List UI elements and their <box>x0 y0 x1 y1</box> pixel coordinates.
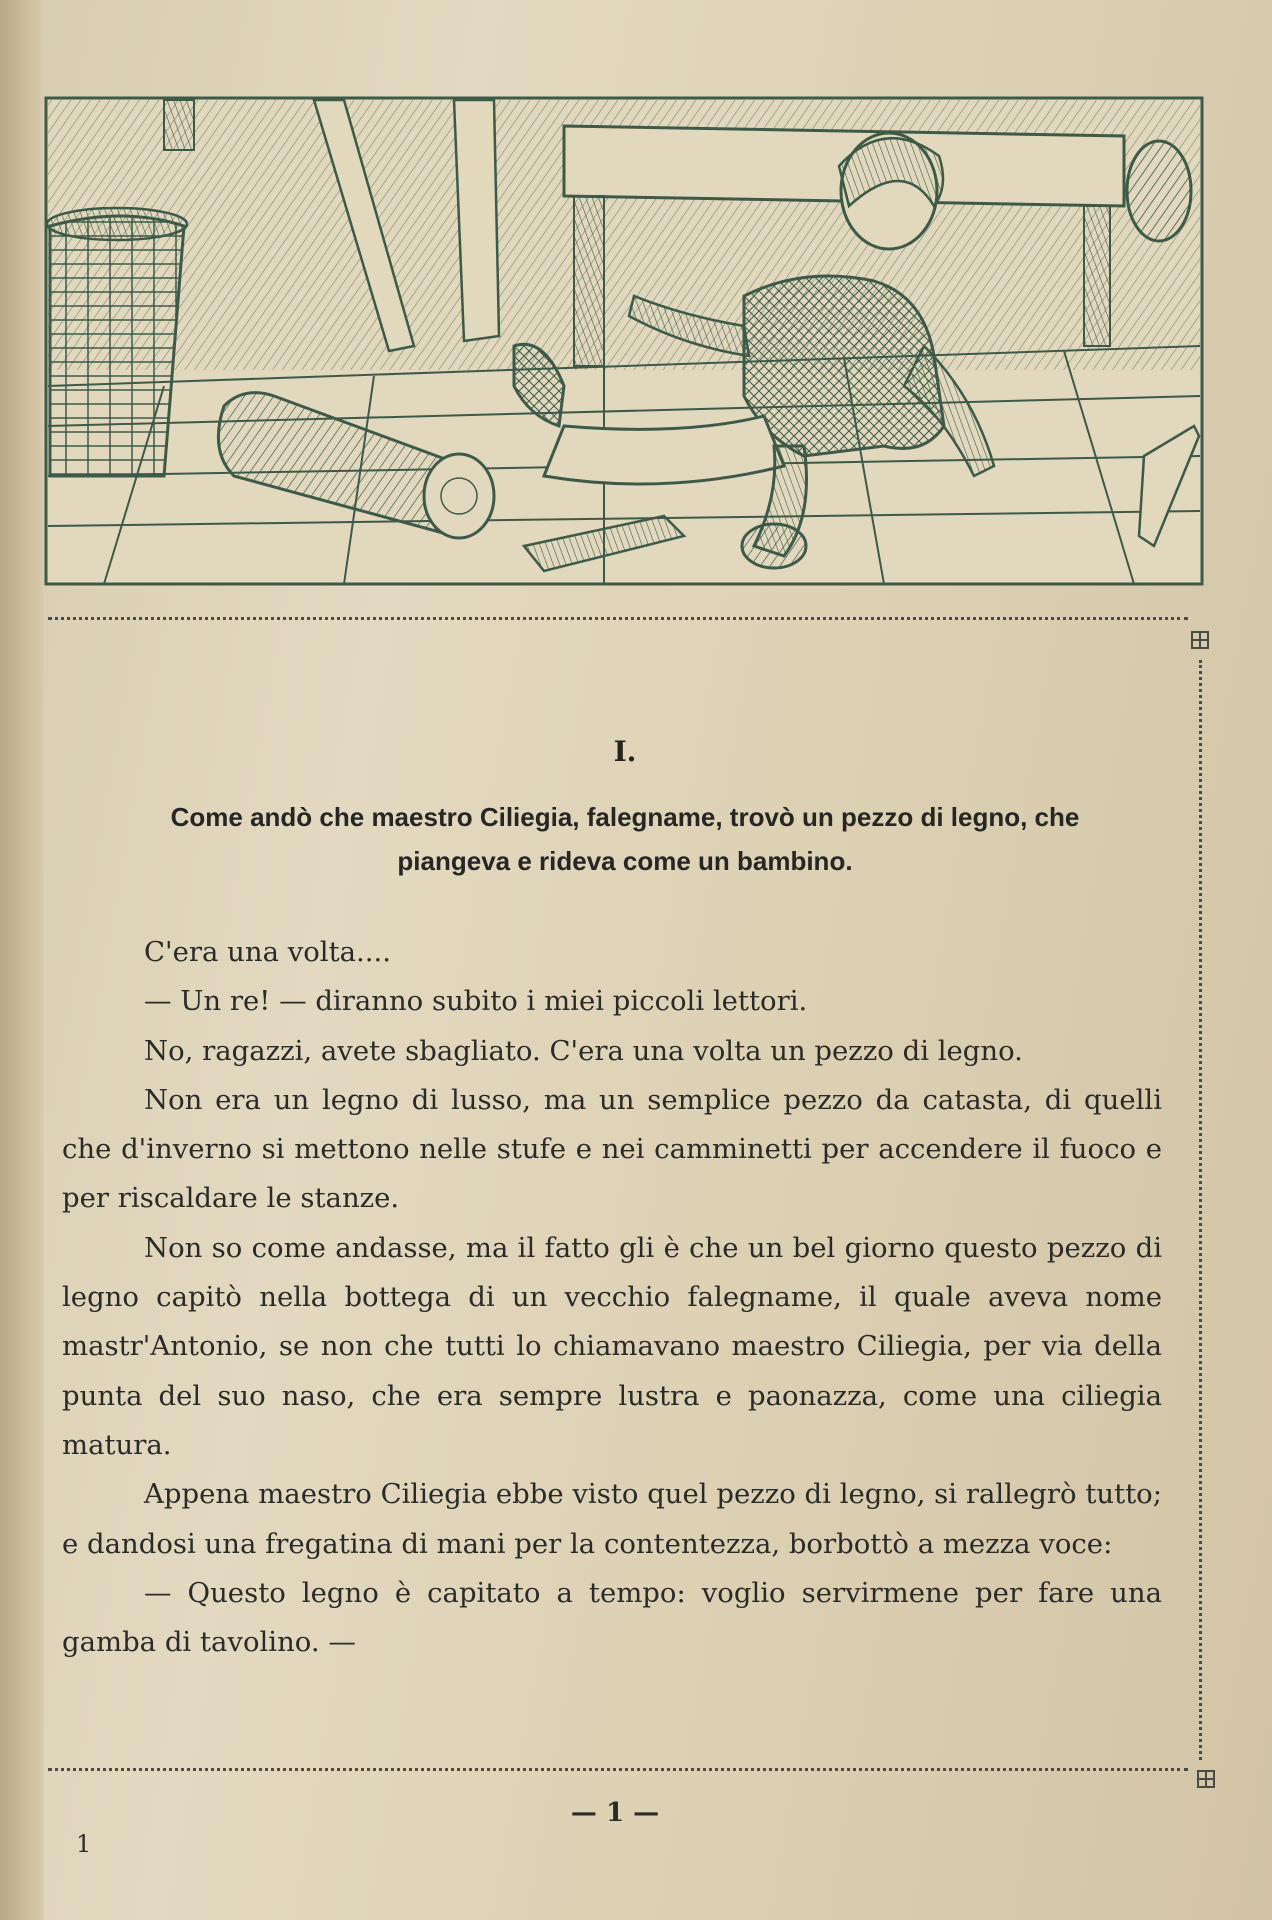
chapter-body <box>62 928 1162 1667</box>
page-number: — 1 — <box>570 1798 660 1828</box>
paragraph: Non so come andasse, ma il fatto gli è che un bel giorno questo pezzo di legno capitò nella bottega di un vecchio falegname, il quale aveva nome mastr'Antonio, se non che tutti lo chiamavano maestro Ciliegia, per via della punta del suo naso, che era sempre lustra e paonazza, come una ciliegia matura. <box>62 1231 1162 1461</box>
paragraph: Non era un legno di lusso, ma un semplice pezzo da catasta, di quelli che d'inverno si mettono nelle stufe e nei camminetti per accendere il fuoco e per riscaldare le stanze. <box>62 1083 1162 1215</box>
carpenter-fallen-illustration-icon <box>44 96 1204 586</box>
paragraph: — Un re! — diranno subito i miei piccoli lettori. <box>144 985 808 1018</box>
paragraph: C'era una volta.... <box>144 936 392 968</box>
chapter-illustration <box>44 96 1204 586</box>
corner-ornament-icon <box>1191 631 1209 649</box>
bottom-divider <box>48 1768 1188 1777</box>
paragraph: No, ragazzi, avete sbagliato. C'era una volta un pezzo di legno. <box>144 1034 1023 1067</box>
paragraph: Appena maestro Ciliegia ebbe visto quel pezzo di legno, si rallegrò tutto; e dandosi una fregatina di mani per la contentezza, borbottò a mezza voce: <box>62 1478 1162 1560</box>
page-gutter <box>0 0 44 1920</box>
paragraph: — Questo legno è capitato a tempo: voglio servirmene per fare una gamba di tavolino. — <box>62 1576 1162 1659</box>
chapter-title: Come andò che maestro Ciliegia, falegname, trovò un pezzo di legno, che piangeva e rideva come un bambino. <box>170 802 1080 876</box>
chapter-number: I. <box>613 735 637 768</box>
corner-ornament-icon <box>1197 1770 1215 1788</box>
signature-mark: 1 <box>76 1830 92 1858</box>
top-divider <box>48 617 1188 626</box>
right-divider <box>1199 660 1206 1760</box>
